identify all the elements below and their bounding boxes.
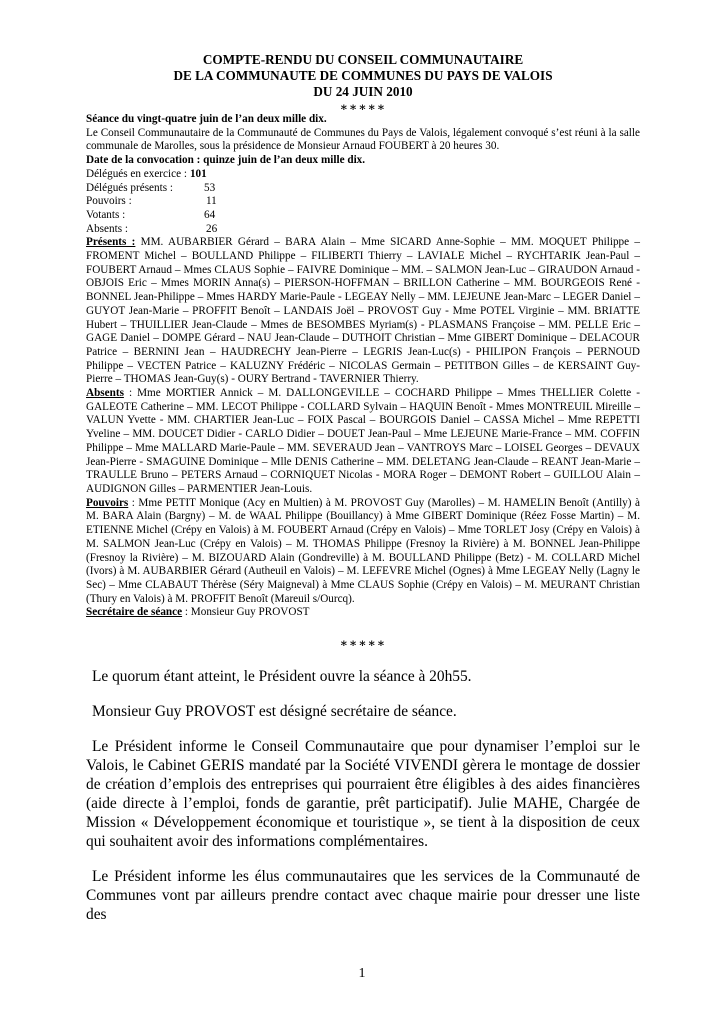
body-paragraph-4 — [86, 867, 640, 924]
count-label: Délégués présents : — [86, 181, 173, 194]
seance-intro: Le Conseil Communautaire de la Communauté de Communes du Pays de Valois, légalement convoqué s’est réuni à la salle communale de Marolles, sous la présidence de Monsieur Arnaud FOUBERT à 20 heures 30. — [86, 126, 640, 153]
count-label: Votants : — [86, 208, 126, 221]
title-line-3: DU 24 JUIN 2010 — [313, 84, 413, 99]
count-label: Absents : — [86, 222, 128, 235]
page-number: 1 — [358, 966, 366, 981]
seance-heading: Séance du vingt-quatre juin de l’an deux mille dix. — [86, 113, 327, 125]
absents-list — [86, 387, 640, 497]
count-label: Pouvoirs : — [86, 195, 132, 208]
title-line-1: COMPTE-RENDU DU CONSEIL COMMUNAUTAIRE — [202, 52, 524, 67]
pouvoirs-label: Pouvoirs — [86, 496, 129, 509]
title-stars: ∗∗∗∗∗ — [339, 100, 387, 114]
absents-text: : Mme MORTIER Annick – M. DALLONGEVILLE – COCHARD Philippe – Mmes THELLIER Colette - GALEOTE Catherine – MM. LECOT Philippe - COLLARD Sylvain – HAQUIN Benoît - Mmes MONTREUIL Mireille – VALUN Yvette - MM. CHARTIER Jean-Luc – FOIX Pascal – BOURGOIS Daniel – CASSA Michel – Mme REPETTI Yveline – MM. DOUCET Didier - CARLO Didier – DOUET Jean-Paul – Mme LEJEUNE Marie-France – MM. COFFIN Philippe – Mme MALLARD Marie-Paule – MM. SEVERAUD Jean – VANTROYS Marc – LOISEL Georges – DEVAUX Jean-Pierre - SMAGUINE Dominique – Mlle DENIS Catherine – MM. DELETANG Jean-Claude – REANT Jean-Marie – TRAULLE Bruno – PETERS Arnaud – CORNIQUET Nicolas - MORA Roger – DEMONT Robert – GUILLOU Alain – AUDIGNON Gilles – PARMENTIER Jean-Louis. — [86, 387, 640, 495]
count-label: Délégués en exercice : — [86, 167, 187, 180]
count-row — [86, 195, 640, 209]
presents-list — [86, 236, 640, 387]
count-value: 26 — [206, 222, 218, 235]
body-paragraph-3 — [86, 737, 640, 851]
paragraph-text: Le quorum étant atteint, le Président ouvre la séance à 20h55. — [92, 668, 472, 686]
count-row — [86, 223, 640, 237]
count-row — [86, 209, 640, 223]
absents-label: Absents — [86, 387, 124, 400]
secretaire-text: : Monsieur Guy PROVOST — [182, 606, 310, 619]
presents-label: Présents : — [86, 236, 136, 249]
paragraph-text: Monsieur Guy PROVOST est désigné secrétaire de séance. — [92, 703, 457, 721]
paragraph-text: Le Président informe les élus communautaires que les services de la Communauté de Communes vont par ailleurs prendre contact avec chaque mairie pour dresser une liste des — [86, 868, 640, 924]
count-value: 64 — [204, 208, 216, 221]
presents-text: MM. AUBARBIER Gérard – BARA Alain – Mme SICARD Anne-Sophie – MM. MOQUET Philippe – FROMENT Michel – BOULLAND Philippe – FILIBERTI Thierry – LAVIALE Michel – RYCHTARIK Jean-Paul – FOUBERT Arnaud – Mmes CLAUS Sophie – FAIVRE Dominique – MM. – SALMON Jean-Luc – GIRAUDON Arnaud - OBJOIS Eric – Mmes MORIN Anna(s) – PIERSON-HOFFMAN – BRILLON Catherine – MM. BOURGEOIS René - BONNEL Jean-Philippe – Mmes HARDY Marie-Paule - LEGEAY Nelly – MM. LEJEUNE Jean-Marc – LEGER Daniel – GUYOT Jean-Marie – PROFFIT Benoît – LANDAIS Joël – PROVOST Guy - Mme POTEL Virginie – MM. BRIATTE Hubert – THUILLIER Jean-Claude – Mmes de BESOMBES Myriam(s) - PLASMANS Françoise – MM. PELLE Eric – GAGE Daniel – DOMPE Gérard – NAU Jean-Claude – DUTHOIT Christian – Mme GIBERT Dominique – DELACOUR Patrice – BERNINI Jean – HAUDRECHY Jean-Pierre – LEGRIS Jean-Luc(s) - PHILIPON François – PERNOUD Philippe – VECTEN Patrice – KALUZNY Frédéric – NICOLAS Germain – PETITBON Gilles – de KERSAINT Guy-Pierre – THOMAS Jean-Guy(s) - OURY Bertrand - TAVERNIER Thierry. — [86, 236, 640, 386]
title-line-2: DE LA COMMUNAUTE DE COMMUNES DU PAYS DE VALOIS — [173, 68, 553, 83]
pouvoirs-text: : Mme PETIT Monique (Acy en Multien) à M. PROVOST Guy (Marolles) – M. HAMELIN Benoît (Antilly) à M. BARA Alain (Bargny) – M. de WAAL Philippe (Bouillancy) à Mme GIBERT Dominique (Réez Fosse Martin) – M. ETIENNE Michel (Crépy en Valois) à M. FOUBERT Arnaud (Crépy en Valois) – Mme TORLET Josy (Crépy en Valois) à M. SALMON Jean-Luc (Crépy en Valois) – M. THOMAS Philippe (Fresnoy la Rivière) à M. BONNEL Jean-Philippe (Fresnoy la Rivière) – M. BIZOUARD Alain (Gondreville) à M. BOULLAND Philippe (Betz) - M. COLLARD Michel (Ivors) à M. AUBARBIER Gérard (Autheuil en Valois) – M. LEFEVRE Michel (Ognes) à Mme LEGEAY Nelly (Lagny le Sec) – Mme CLABAUT Thérèse (Séry Maigneval) à Mme CLAUS Sophie (Crépy en Valois) – M. MEURANT Christian (Thury en Valois) à M. PROFFIT Benoît (Mareuil s/Ourcq). — [86, 496, 640, 605]
section-stars: ∗∗∗∗∗ — [339, 636, 387, 651]
count-row — [86, 182, 640, 196]
paragraph-text: Le Président informe le Conseil Communautaire que pour dynamiser l’emploi sur le Valois, le Cabinet GERIS mandaté par la Société VIVENDI gèrera le montage de dossier de création d’emplois des entreprises qui pourraient être éligibles à des aides financières (aide directe à l’emploi, fonds de garantie, prêt participatif). Julie MAHE, Chargée de Mission « Développement économique et touristique », se tient à la disposition de ceux qui souhaitent avoir des informations complémentaires. — [86, 738, 640, 851]
convocation-date: Date de la convocation : quinze juin de l’an deux mille dix. — [86, 154, 366, 167]
count-row — [86, 168, 640, 182]
secretaire-line — [86, 606, 640, 620]
count-value: 53 — [204, 181, 216, 194]
document-title — [86, 52, 640, 100]
count-value: 11 — [206, 195, 217, 208]
body-paragraph-1 — [86, 667, 640, 686]
pouvoirs-list — [86, 497, 640, 607]
document-page — [86, 52, 640, 924]
secretaire-label: Secrétaire de séance — [86, 606, 183, 619]
count-value: 101 — [189, 167, 207, 180]
seance-block — [86, 113, 640, 620]
body-paragraph-2 — [86, 702, 640, 721]
